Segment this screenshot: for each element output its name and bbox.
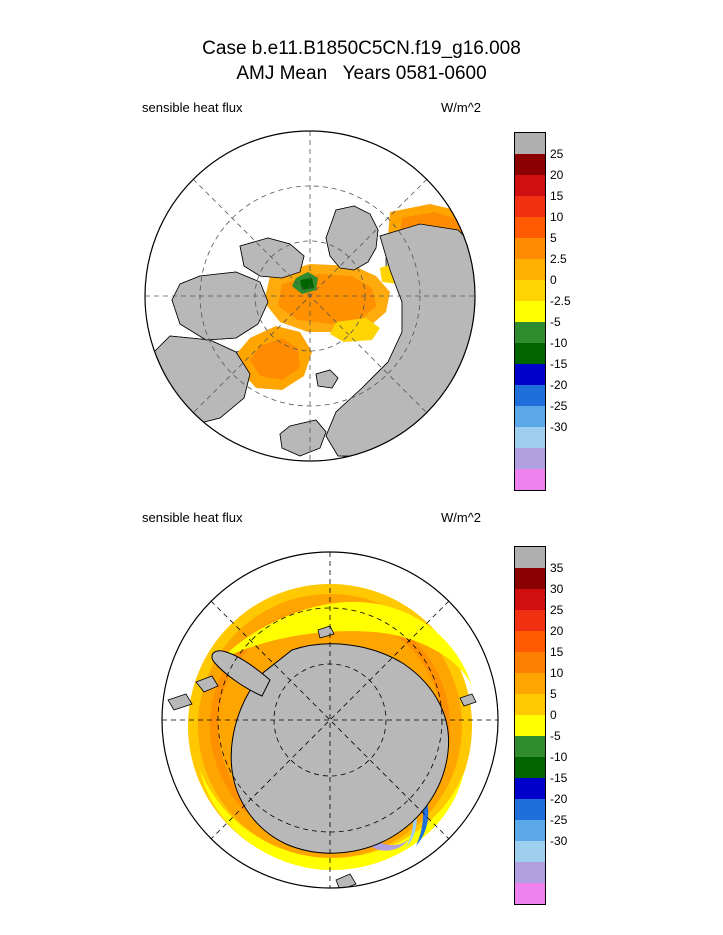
colorbar-tick: -2.5 [550,294,571,308]
colorbar-tick: 20 [550,624,564,638]
colorbar-tick: -25 [550,399,568,413]
colorbar-tick: 0 [550,273,557,287]
antarctic-colorbar-labels [550,546,590,906]
colorbar-tick: 25 [550,603,564,617]
colorbar-swatch [515,154,545,175]
colorbar-swatch [515,820,545,841]
colorbar-swatch [515,406,545,427]
colorbar-swatch [515,841,545,862]
colorbar-swatch [515,883,545,904]
colorbar-tick: -15 [550,771,568,785]
antarctic-map [160,540,500,900]
colorbar-swatch [515,757,545,778]
colorbar-swatch [515,427,545,448]
arctic-colorbar [514,132,546,491]
colorbar-tick: -15 [550,357,568,371]
colorbar-tick: -30 [550,420,568,434]
colorbar-swatch [515,568,545,589]
colorbar-swatch [515,301,545,322]
colorbar-tick: 10 [550,210,564,224]
colorbar-tick: -30 [550,834,568,848]
colorbar-tick: 30 [550,582,564,596]
colorbar-swatch [515,589,545,610]
panel-antarctic [0,500,723,920]
colorbar-tick: 0 [550,708,557,722]
colorbar-swatch [515,610,545,631]
colorbar-swatch [515,280,545,301]
colorbar-swatch [515,133,545,154]
figure-title [0,36,723,86]
colorbar-tick: 20 [550,168,564,182]
colorbar-tick: -10 [550,750,568,764]
colorbar-swatch [515,196,545,217]
colorbar-swatch [515,238,545,259]
colorbar-tick: 5 [550,231,557,245]
colorbar-swatch [515,715,545,736]
colorbar-swatch [515,175,545,196]
colorbar-tick: -10 [550,336,568,350]
colorbar-swatch [515,862,545,883]
title-line-1: Case b.e11.B1850C5CN.f19_g16.008 [202,38,521,59]
colorbar-swatch [515,631,545,652]
colorbar-tick: 15 [550,189,564,203]
colorbar-tick: 25 [550,147,564,161]
colorbar-swatch [515,652,545,673]
colorbar-swatch [515,778,545,799]
arctic-colorbar-labels [550,132,590,492]
colorbar-tick: 10 [550,666,564,680]
colorbar-swatch [515,547,545,568]
colorbar-swatch [515,385,545,406]
panel-antarctic-units-label: W/m^2 [441,510,482,525]
panel-antarctic-variable-label: sensible heat flux [142,510,243,525]
colorbar-tick: 2.5 [550,252,567,266]
colorbar-tick: -5 [550,729,561,743]
colorbar-swatch [515,217,545,238]
arctic-map [140,126,480,466]
colorbar-swatch [515,448,545,469]
colorbar-tick: -5 [550,315,561,329]
colorbar-tick: 15 [550,645,564,659]
panel-arctic [0,96,723,496]
colorbar-swatch [515,343,545,364]
colorbar-swatch [515,799,545,820]
colorbar-swatch [515,259,545,280]
colorbar-swatch [515,469,545,490]
colorbar-swatch [515,694,545,715]
colorbar-tick: 5 [550,687,557,701]
antarctic-colorbar [514,546,546,905]
panel-arctic-units-label: W/m^2 [441,100,482,115]
panel-arctic-variable-label: sensible heat flux [142,100,243,115]
colorbar-tick: -20 [550,792,568,806]
colorbar-tick: -25 [550,813,568,827]
colorbar-tick: 35 [550,561,564,575]
colorbar-swatch [515,736,545,757]
colorbar-swatch [515,364,545,385]
title-line-2: AMJ Mean Years 0581-0600 [236,63,487,84]
colorbar-swatch [515,673,545,694]
colorbar-swatch [515,322,545,343]
colorbar-tick: -20 [550,378,568,392]
